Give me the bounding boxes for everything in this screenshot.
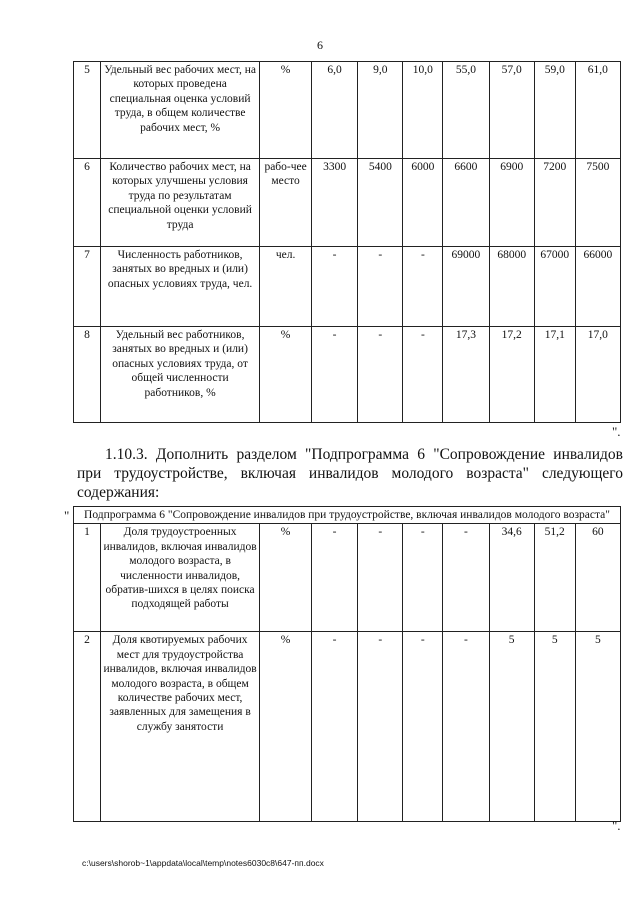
indicator-name: Удельный вес работников, занятых во вредных и (или) опасных условиях труда, от общей численности работников, % [100, 327, 259, 423]
indicator-name: Численность работников, занятых во вредных и (или) опасных условиях труда, чел. [100, 247, 259, 327]
value-cell: - [311, 524, 357, 632]
indicator-name: Количество рабочих мест, на которых улучшены условия труда по результатам специальной оценки условий труда [100, 159, 259, 247]
closing-quote: ". [612, 818, 621, 833]
table-row [74, 247, 621, 327]
value-cell: 10,0 [403, 62, 443, 159]
document-path: c:\users\shorob~1\appdata\local\temp\notes6030c8\647-пп.docx [82, 858, 324, 868]
value-cell: 3300 [311, 159, 357, 247]
value-cell: - [358, 632, 403, 822]
value-cell: 67000 [534, 247, 575, 327]
value-cell: - [358, 247, 403, 327]
unit-of-measure: рабо-чее место [260, 159, 312, 247]
value-cell: 60 [575, 524, 620, 632]
value-cell: 61,0 [575, 62, 620, 159]
subprogram-title: Подпрограмма 6 "Сопровождение инвалидов при трудоустройстве, включая инвалидов молодого возраста" [74, 507, 621, 524]
value-cell: 17,1 [534, 327, 575, 423]
value-cell: - [311, 327, 357, 423]
row-number: 7 [74, 247, 101, 327]
unit-of-measure: чел. [260, 247, 312, 327]
value-cell: - [358, 327, 403, 423]
row-number: 6 [74, 159, 101, 247]
value-cell: - [403, 632, 443, 822]
unit-of-measure: % [260, 632, 312, 822]
value-cell: - [403, 524, 443, 632]
paragraph-text: 1.10.3. Дополнить разделом "Подпрограмма 6 "Сопровождение инвалидов при трудоустройстве, включая инвалидов молодого возраста" следующего содержания: [77, 446, 623, 501]
table-row [74, 524, 621, 632]
value-cell: 7200 [534, 159, 575, 247]
value-cell: - [403, 247, 443, 327]
row-number: 1 [74, 524, 101, 632]
value-cell: 6,0 [311, 62, 357, 159]
value-cell: 5400 [358, 159, 403, 247]
value-cell: 6000 [403, 159, 443, 247]
subprogram-6-table [73, 506, 621, 822]
value-cell: - [403, 327, 443, 423]
value-cell: 57,0 [489, 62, 534, 159]
value-cell: 34,6 [489, 524, 534, 632]
value-cell: 9,0 [358, 62, 403, 159]
opening-quote: " [64, 508, 70, 523]
value-cell: - [311, 632, 357, 822]
table-row [74, 327, 621, 423]
value-cell: 66000 [575, 247, 620, 327]
value-cell: 17,0 [575, 327, 620, 423]
value-cell: 17,3 [443, 327, 489, 423]
table-row [74, 62, 621, 159]
value-cell: - [443, 632, 489, 822]
value-cell: 68000 [489, 247, 534, 327]
page-number: 6 [317, 38, 323, 52]
indicator-name: Удельный вес рабочих мест, на которых проведена специальная оценка условий труда, в общем количестве рабочих мест, % [100, 62, 259, 159]
value-cell: - [358, 524, 403, 632]
indicator-name: Доля трудоустроенных инвалидов, включая инвалидов молодого возраста, в численности инвалидов, обратив-шихся в целях поиска подходящей работы [100, 524, 259, 632]
value-cell: 59,0 [534, 62, 575, 159]
value-cell: 6600 [443, 159, 489, 247]
unit-of-measure: % [260, 327, 312, 423]
closing-quote: ". [612, 424, 621, 439]
value-cell: 55,0 [443, 62, 489, 159]
value-cell: 69000 [443, 247, 489, 327]
row-number: 2 [74, 632, 101, 822]
unit-of-measure: % [260, 62, 312, 159]
value-cell: - [443, 524, 489, 632]
indicators-table [73, 61, 621, 423]
value-cell: - [311, 247, 357, 327]
amendment-paragraph [77, 445, 623, 502]
value-cell: 5 [489, 632, 534, 822]
row-number: 5 [74, 62, 101, 159]
table-row [74, 159, 621, 247]
value-cell: 5 [534, 632, 575, 822]
value-cell: 17,2 [489, 327, 534, 423]
subprogram-header-row [74, 507, 621, 524]
table-row [74, 632, 621, 822]
value-cell: 5 [575, 632, 620, 822]
value-cell: 6900 [489, 159, 534, 247]
value-cell: 51,2 [534, 524, 575, 632]
indicator-name: Доля квотируемых рабочих мест для трудоустройства инвалидов, включая инвалидов молодого возраста, в общем количестве рабочих мест, заявленных для замещения в службу занятости [100, 632, 259, 822]
row-number: 8 [74, 327, 101, 423]
value-cell: 7500 [575, 159, 620, 247]
unit-of-measure: % [260, 524, 312, 632]
